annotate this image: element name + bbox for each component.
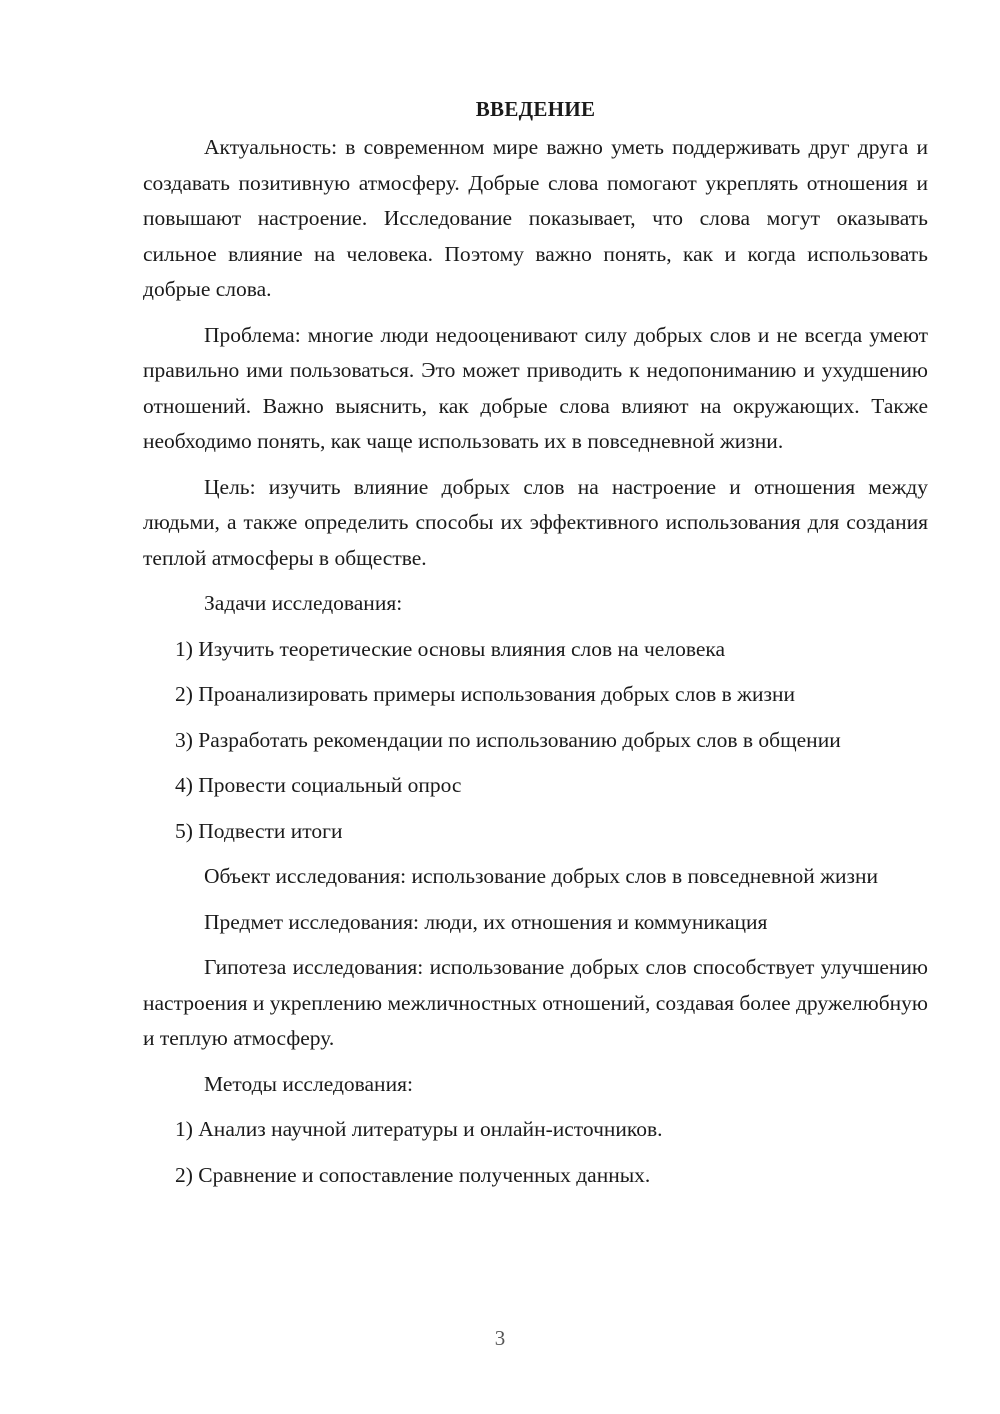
task-item-3: 3) Разработать рекомендации по использованию добрых слов в общении: [175, 727, 841, 752]
object-paragraph: Объект исследования: использование добрых слов в повседневной жизни: [204, 864, 878, 888]
problem-paragraph: Проблема: многие люди недооценивают силу добрых слов и не всегда умеют правильно ими пользоваться. Это может приводить к недопониманию и ухудшению отношений. Важно выяснить, как добрые слова влияют на окружающих. Также необходимо понять, как чаще использовать их в повседневной жизни.: [143, 322, 928, 453]
method-item-1: 1) Анализ научной литературы и онлайн-источников.: [175, 1117, 663, 1141]
task-item-5: 5) Подвести итоги: [175, 818, 343, 843]
subject-paragraph: Предмет исследования: люди, их отношения и коммуникация: [204, 909, 768, 934]
document-page: [143, 92, 928, 1203]
goal-paragraph: Цель: изучить влияние добрых слов на настроение и отношения между людьми, а также определить способы их эффективного использования для создания теплой атмосферы в обществе.: [143, 474, 928, 570]
task-item-1: 1) Изучить теоретические основы влияния слов на человека: [175, 636, 726, 661]
page-title: ВВЕДЕНИЕ: [475, 97, 596, 121]
task-item-2: 2) Проанализировать примеры использования добрых слов в жизни: [175, 682, 795, 706]
method-item-2: 2) Сравнение и сопоставление полученных данных.: [175, 1162, 651, 1187]
tasks-heading: Задачи исследования:: [204, 591, 403, 615]
page-number: 3: [494, 1326, 506, 1350]
hypothesis-paragraph: Гипотеза исследования: использование добрых слов способствует улучшению настроения и укреплению межличностных отношений, создавая более дружелюбную и теплую атмосферу.: [143, 955, 928, 1050]
methods-heading: Методы исследования:: [204, 1071, 413, 1096]
relevance-paragraph: Актуальность: в современном мире важно уметь поддерживать друг друга и создавать позитивную атмосферу. Добрые слова помогают укреплять отношения и повышают настроение. Исследование показывает, что слова могут оказывать сильное влияние на человека. Поэтому важно понять, как и когда использовать добрые слова.: [143, 135, 928, 301]
task-item-4: 4) Провести социальный опрос: [175, 773, 462, 797]
